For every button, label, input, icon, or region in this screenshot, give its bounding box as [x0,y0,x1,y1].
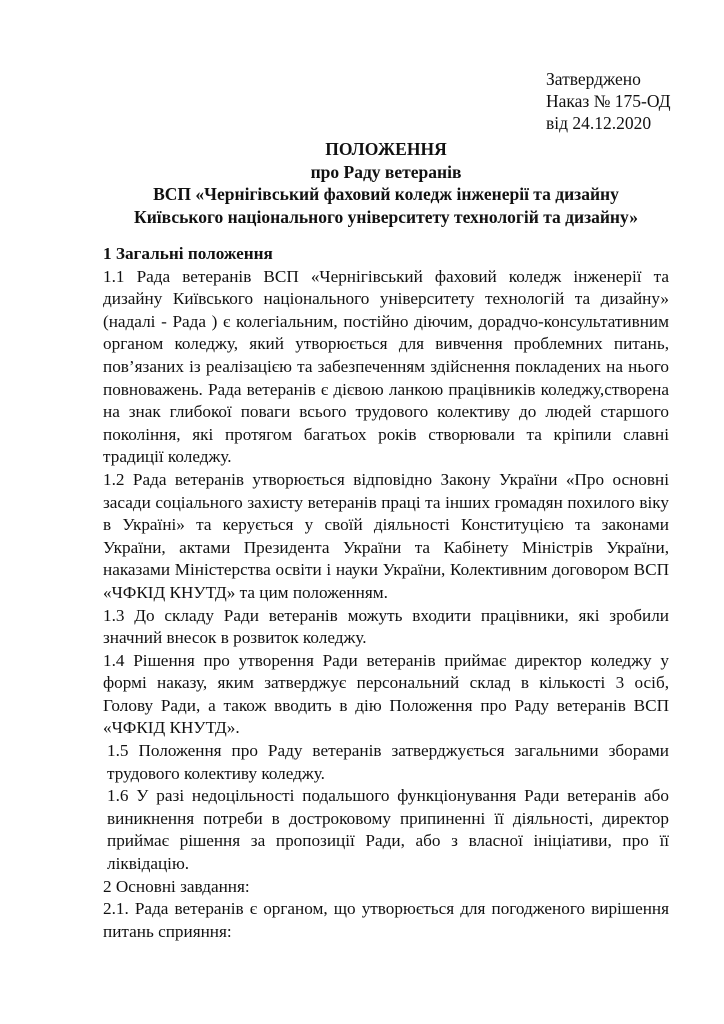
document-body [103,243,669,943]
document-title [100,138,672,228]
title-line-4: Київського національного університету технологій та дизайну» [134,206,638,227]
paragraph-1-6: 1.6 У разі недоцільності подальшого функціонування Ради ветеранів або виникнення потреби в достроковому припиненні її діяльності, директор приймає рішення за пропозиції Ради, або з власної ініціативи, про її ліквідацію. [107,786,669,874]
section-2-heading: 2 Основні завдання: [103,876,250,896]
paragraph-1-2: 1.2 Рада ветеранів утворюється відповідно Закону України «Про основні засади соціального захисту ветеранів праці та інших громадян похилого віку в Україні» та керується у своїй діяльності Конституцією та законами України, актами Президента України та Кабінету Міністрів України, наказами Міністерства освіти і науки України, Колективним договором ВСП «ЧФКІД КНУТД» та цим положенням. [103,469,669,602]
title-line-3: ВСП «Чернігівський фаховий коледж інженерії та дизайну [153,184,619,204]
title-line-2: про Раду ветеранів [310,161,462,182]
section-1-heading: 1 Загальні положення [103,244,273,263]
approval-stamp-block [546,68,671,134]
paragraph-2-1: 2.1. Рада ветеранів є органом, що утворюється для погодженого вирішення питань сприяння: [103,899,669,941]
paragraph-1-5: 1.5 Положення про Раду ветеранів затверджується загальними зборами трудового колективу коледжу. [107,741,669,783]
paragraph-1-4: 1.4 Рішення про утворення Ради ветеранів приймає директор коледжу у формі наказу, яким затверджує персональний склад в кількості 3 осіб, Голову Ради, а також вводить в дію Положення про Раду ветеранів ВСП «ЧФКІД КНУТД». [103,650,669,738]
paragraph-1-3: 1.3 До складу Ради ветеранів можуть входити працівники, які зробили значний внесок в розвиток коледжу. [103,605,669,648]
title-line-1: ПОЛОЖЕННЯ [325,139,447,159]
order-number: Наказ № 175-ОД [546,91,671,111]
paragraph-1-1: 1.1 Рада ветеранів ВСП «Чернігівський фаховий коледж інженерії та дизайну Київського національного університету технологій та дизайну» (надалі - Рада ) є колегіальним, постійно діючим, дорадчо-консультативним органом коледжу, який утворюється для вивчення проблемних питань, пов’язаних із реалізацією та забезпеченням здійснення покладених на нього повноважень. Рада ветеранів є дієвою ланкою працівників коледжу,створена на знак глибокої поваги всього трудового колективу до людей старшого покоління, які протягом багатьох років створювали та кріпили славні традиції коледжу. [103,266,669,467]
approval-label: Затверджено [546,69,641,89]
order-date: від 24.12.2020 [546,113,652,133]
